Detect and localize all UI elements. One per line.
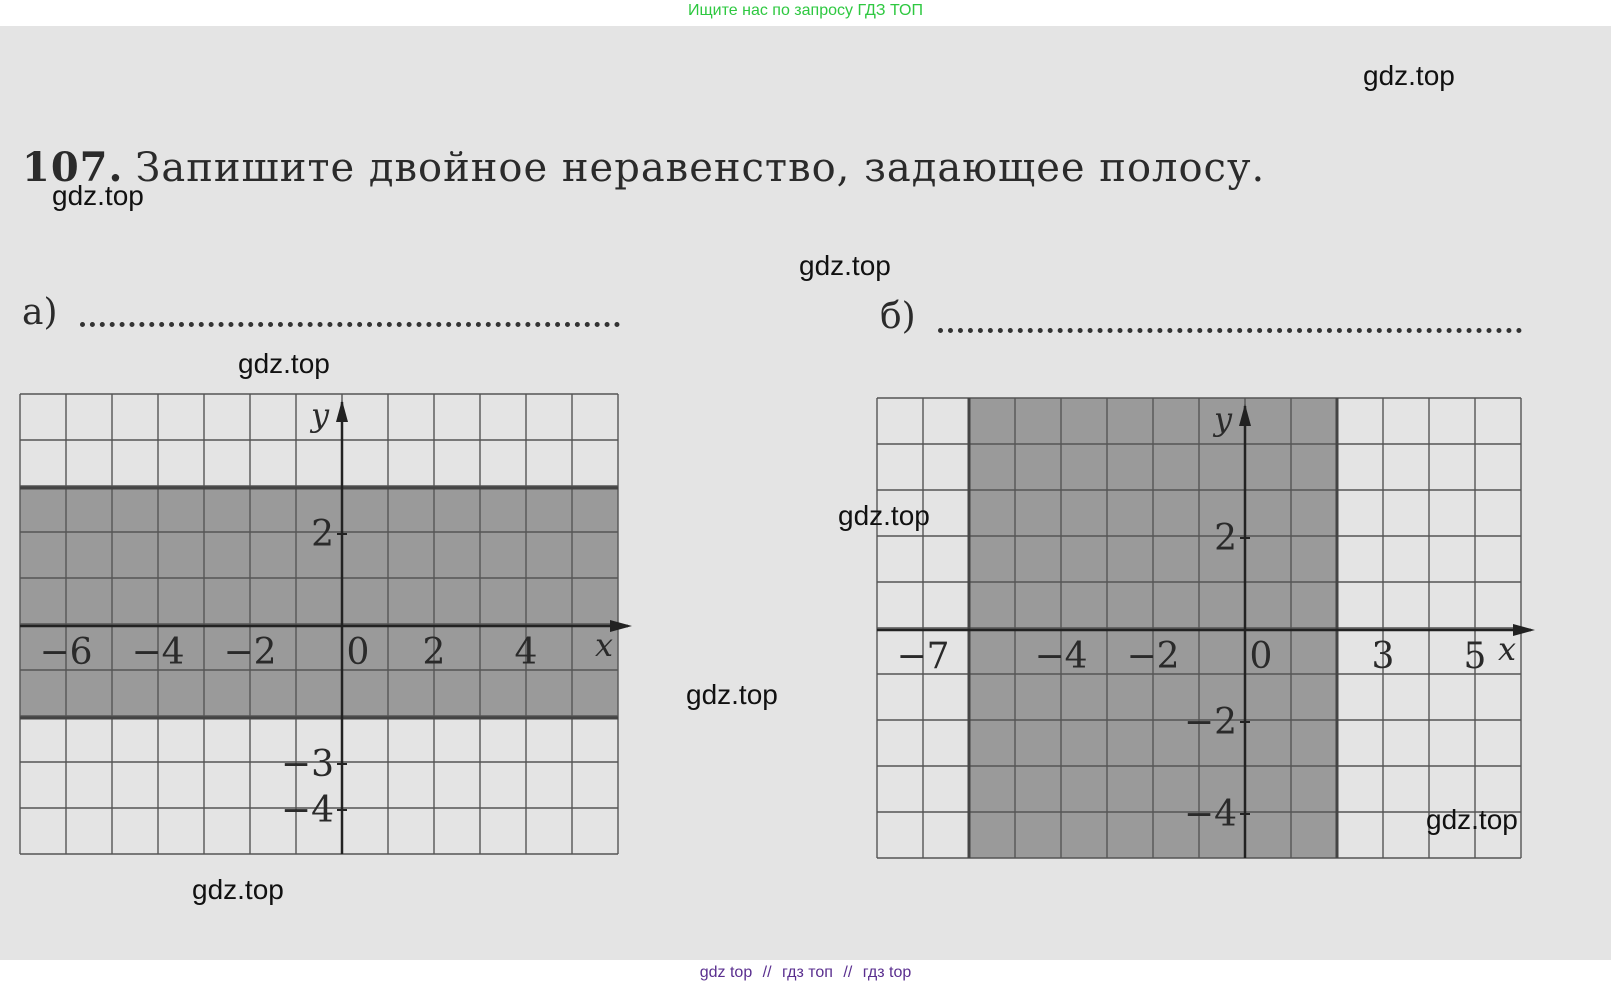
bottom-link-2[interactable]: гдз топ bbox=[782, 964, 833, 981]
task-text: Запишите двойное неравенство, задающее полосу. bbox=[135, 145, 1266, 191]
graph_b-y-tick-label: 2 bbox=[1214, 518, 1237, 559]
graph_b-x-arrow bbox=[1513, 624, 1535, 636]
separator: // bbox=[843, 964, 853, 981]
graph_a-x-tick-label: 4 bbox=[514, 632, 538, 673]
graph_a-y-tick-label: −4 bbox=[280, 790, 334, 831]
graph_b-x-tick-label: 5 bbox=[1463, 636, 1487, 677]
watermark: gdz.top bbox=[1363, 60, 1455, 91]
graph-a bbox=[0, 26, 1611, 960]
graph_a-x-tick-label: −6 bbox=[39, 632, 93, 673]
bottom-banner bbox=[0, 960, 1611, 987]
part-b-label: б) bbox=[880, 296, 916, 337]
watermark: gdz.top bbox=[838, 500, 930, 531]
graph_b-x-tick-label: 0 bbox=[1249, 636, 1273, 677]
graph_b-x-tick-label: −4 bbox=[1034, 636, 1088, 677]
watermark: gdz.top bbox=[799, 250, 891, 281]
watermark: gdz.top bbox=[686, 679, 778, 710]
watermark: gdz.top bbox=[1426, 804, 1518, 835]
task-number: 107. bbox=[22, 144, 124, 191]
watermark: gdz.top bbox=[52, 180, 144, 211]
graph_b-y-tick-label: −4 bbox=[1183, 794, 1237, 835]
graph_b-x-tick-label: −2 bbox=[1126, 636, 1180, 677]
top-banner: Ищите нас по запросу ГДЗ ТОП bbox=[0, 0, 1611, 24]
graph_a-x-axis-label: x bbox=[594, 626, 614, 664]
watermark: gdz.top bbox=[238, 348, 330, 379]
graph_b-x-axis-label: x bbox=[1497, 630, 1517, 668]
textbook-page bbox=[0, 26, 1611, 960]
graph_a-y-axis-label: y bbox=[310, 396, 330, 434]
graph_b-x-tick-label: −7 bbox=[896, 636, 950, 677]
graph_a-x-tick-label: −4 bbox=[131, 632, 185, 673]
separator: // bbox=[762, 964, 772, 981]
bottom-link-1[interactable]: gdz top bbox=[699, 964, 753, 981]
graph_b-x-tick-label: 3 bbox=[1371, 636, 1395, 677]
bottom-link-3[interactable]: гдз top bbox=[862, 964, 912, 981]
graph_a-y-arrow bbox=[336, 400, 348, 422]
watermark: gdz.top bbox=[192, 874, 284, 905]
graph_a-x-tick-label: −2 bbox=[223, 632, 277, 673]
graph_a-x-arrow bbox=[610, 620, 632, 632]
graph_a-x-tick-label: 0 bbox=[346, 632, 370, 673]
graph_a-y-tick-label: −3 bbox=[280, 744, 334, 785]
graph_b-y-axis-label: y bbox=[1213, 400, 1233, 438]
graph_a-y-tick-label: 2 bbox=[311, 514, 334, 555]
part-a-label: а) bbox=[22, 292, 58, 333]
graph_b-y-tick-label: −2 bbox=[1183, 702, 1237, 743]
graph_a-x-tick-label: 2 bbox=[422, 632, 446, 673]
